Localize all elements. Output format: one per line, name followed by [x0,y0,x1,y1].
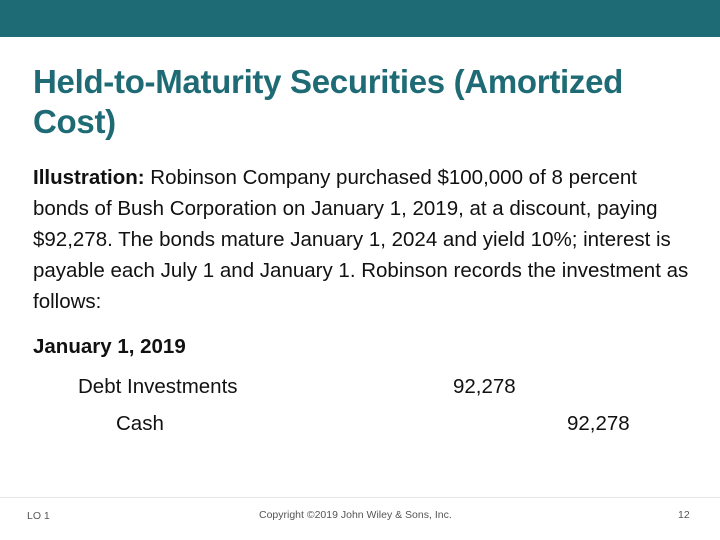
header-bar [0,0,720,37]
footer-divider [0,497,720,498]
copyright-notice: Copyright ©2019 John Wiley & Sons, Inc. [259,509,452,521]
slide-title: Held-to-Maturity Securities (Amortized Cost) [33,63,623,140]
learning-objective: LO 1 [27,510,50,522]
illustration-text: Robinson Company purchased $100,000 of 8 percent bonds of Bush Corporation on January 1, 2019, at a discount, paying $92,278. The bonds mature January 1, 2024 and yield 10%; interest is payable each July 1 and January 1. Robinson records the investment as follows: [33,166,689,313]
debit-account: Debt Investments [78,375,238,398]
entry-date: January 1, 2019 [33,335,186,358]
credit-amount: 92,278 [567,412,630,435]
illustration-paragraph [33,162,693,317]
illustration-label: Illustration: [33,166,145,189]
page-number: 12 [678,509,690,521]
debit-amount: 92,278 [453,375,516,398]
credit-account: Cash [116,412,164,435]
